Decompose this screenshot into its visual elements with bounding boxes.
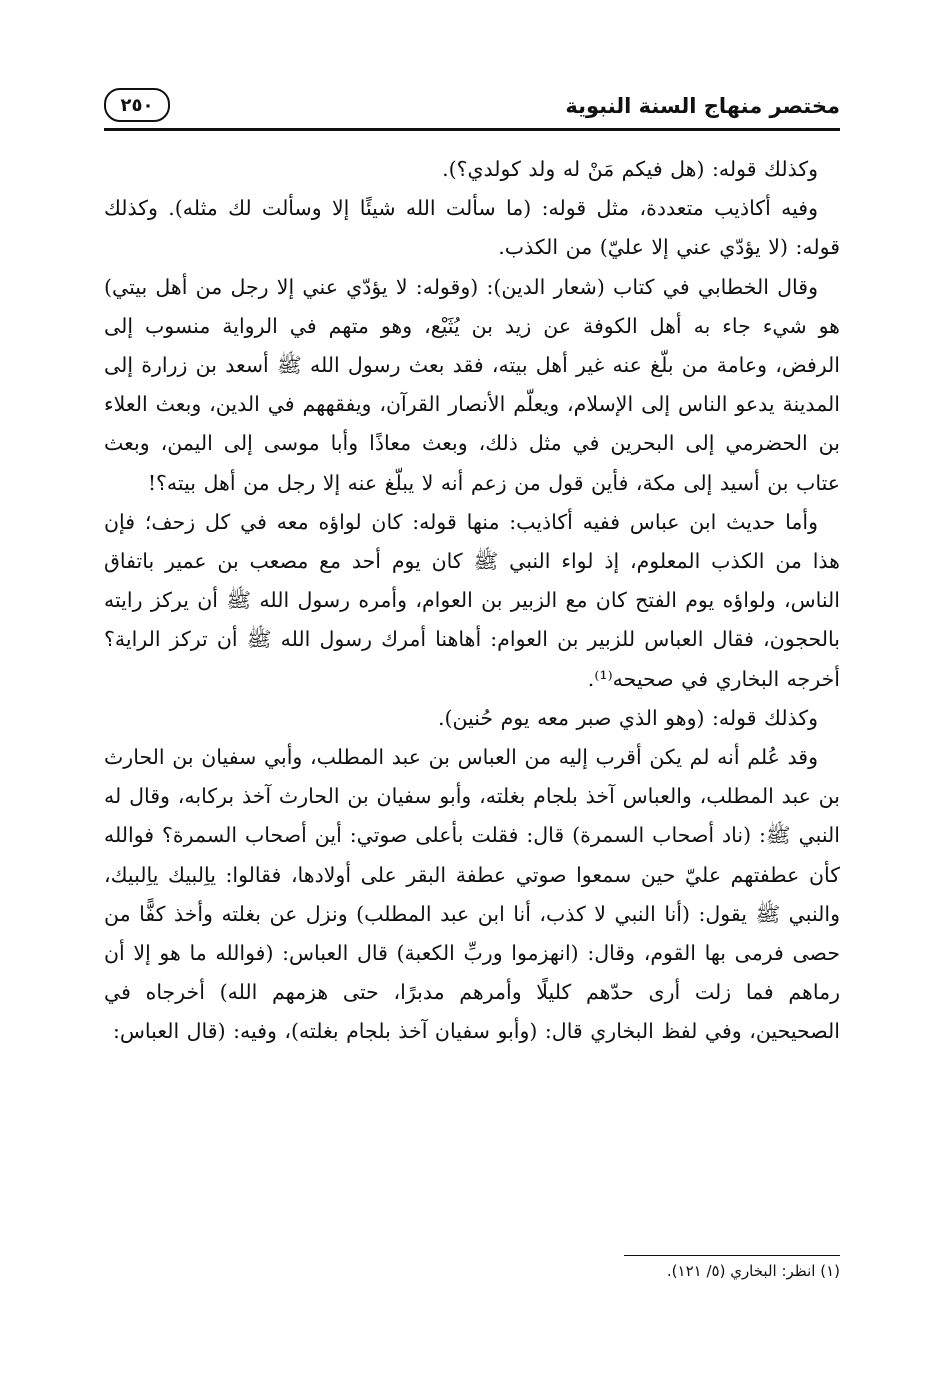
paragraph: وقال الخطابي في كتاب (شعار الدين): (وقوله: لا يؤدّي عني إلا رجل من أهل بيتي) هو شيء جاء به أهل الكوفة عن زيد بن يُثَيْع، وهو متهم في الرواية منسوب إلى الرفض، وعامة من بلّغ عنه غير أهل بيته، فقد بعث رسول الله ﷺ أسعد بن زرارة إلى المدينة يدعو الناس إلى الإسلام، ويعلّم الأنصار القرآن، ويفقههم في الدين، وبعث العلاء بن الحضرمي إلى البحرين في مثل ذلك، وبعث معاذًا وأبا موسى إلى اليمن، وبعث عتاب بن أسيد إلى مكة، فأين قول من زعم أنه لا يبلّغ عنه إلا رجل من أهل بيته؟! <box>104 274 840 495</box>
paragraph: وكذلك قوله: (وهو الذي صبر معه يوم حُنين). <box>437 705 818 730</box>
paragraph: وقد عُلم أنه لم يكن أقرب إليه من العباس بن عبد المطلب، وأبي سفيان بن الحارث بن عبد المطلب، والعباس آخذ بلجام بغلته، وأبو سفيان بن الحارث آخذ بركابه، وقال له النبي ﷺ: (ناد أصحاب السمرة) قال: فقلت بأعلى صوتي: أين أصحاب السمرة؟ فوالله كأن عطفتهم عليّ حين سمعوا صوتي عطفة البقر على أولادها، فقالوا: ياِلبيك ياِلبيك، والنبي ﷺ يقول: (أنا النبي لا كذب، أنا ابن عبد المطلب) ونزل عن بغلته وأخذ كفًّا من حصى فرمى بها القوم، وقال: (انهزموا وربِّ الكعبة) قال العباس: (فوالله ما هو إلا أن رماهم فما زلت أرى حدّهم كليلًا وأمرهم مدبرًا، حتى هزمهم الله) أخرجاه في الصحيحين، وفي لفظ البخاري قال: (وأبو سفيان آخذ بلجام بغلته)، وفيه: (قال العباس: <box>104 745 840 1044</box>
footnote: (١) انظر: البخاري (٥/ ١٢١). <box>666 1262 840 1280</box>
header-divider <box>104 128 840 131</box>
main-text <box>104 150 840 1230</box>
paragraph: وكذلك قوله: (هل فيكم مَنْ له ولد كولدي؟). <box>442 157 818 181</box>
paragraph: وأما حديث ابن عباس ففيه أكاذيب: منها قوله: كان لواؤه معه في كل زحف؛ فإن هذا من الكذب المعلوم، إذ لواء النبي ﷺ كان يوم أحد مع مصعب بن عمير باتفاق الناس، ولواؤه يوم الفتح كان مع الزبير بن العوام، وأمره رسول الله ﷺ أن يركز رايته بالحجون، فقال العباس للزبير بن العوام: أهاهنا أمرك رسول الله ﷺ أن تركز الراية؟ أخرجه البخاري في صحيحه⁽¹⁾. <box>104 509 840 691</box>
running-header <box>104 88 840 128</box>
footnote-divider <box>624 1255 840 1256</box>
page-number-badge: ٢٥٠ <box>104 88 170 122</box>
book-title: مختصر منهاج السنة النبوية <box>565 94 840 118</box>
paragraph: وفيه أكاذيب متعددة، مثل قوله: (ما سألت الله شيئًا إلا وسألت لك مثله). وكذلك قوله: (لا يؤدّي عني إلا عليّ) من الكذب. <box>104 196 840 260</box>
